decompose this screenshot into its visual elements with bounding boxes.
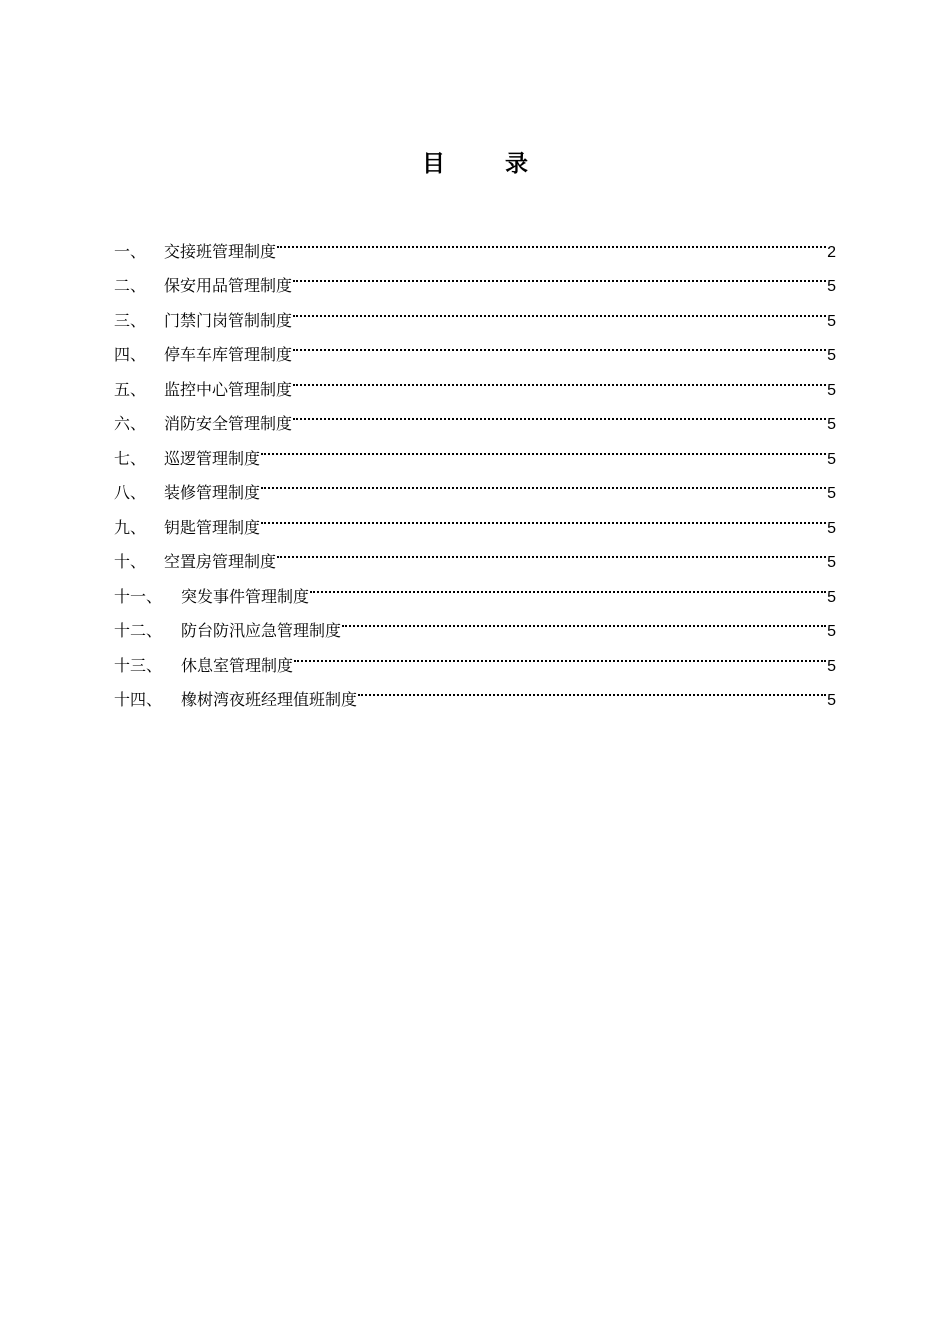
toc-entry-number: 十四、 — [114, 690, 163, 709]
toc-dot-leader — [293, 291, 826, 326]
toc-entry-page: 5 — [827, 588, 836, 606]
toc-entry-page: 2 — [827, 243, 836, 261]
toc-entry-number: 十三、 — [114, 655, 163, 675]
toc-entry-number: 八、 — [114, 483, 147, 502]
toc-entry-title: 空置房管理制度 — [164, 552, 277, 571]
toc-entry-page: 5 — [827, 692, 836, 709]
toc-entry-number: 三、 — [114, 310, 147, 330]
toc-entry-title: 消防安全管理制度 — [164, 414, 293, 433]
toc-entry-number: 五、 — [114, 379, 147, 399]
toc-entry-number: 十一、 — [114, 586, 163, 606]
toc-entry-page: 5 — [827, 347, 836, 364]
table-of-contents — [114, 222, 836, 709]
toc-entry-number: 十二、 — [114, 621, 163, 640]
toc-entry-title: 停车车库管理制度 — [164, 345, 293, 364]
toc-entry-number: 六、 — [114, 414, 147, 433]
toc-entry-page: 5 — [827, 450, 836, 468]
toc-entry-title: 交接班管理制度 — [164, 241, 277, 261]
toc-entry-number: 十、 — [114, 552, 147, 571]
toc-entry-title: 休息室管理制度 — [181, 655, 294, 675]
toc-dot-leader — [293, 257, 826, 292]
toc-dot-leader — [342, 602, 826, 637]
toc-entry-page: 5 — [827, 623, 836, 640]
toc-dot-leader — [358, 671, 826, 706]
toc-dot-leader — [294, 636, 826, 671]
toc-entry-title: 门禁门岗管制制度 — [164, 310, 293, 330]
toc-entry-page: 5 — [827, 312, 836, 330]
toc-entry-title: 巡逻管理制度 — [164, 448, 261, 468]
toc-dot-leader — [293, 360, 826, 395]
toc-entry-number: 九、 — [114, 517, 147, 537]
toc-entry[interactable] — [114, 222, 836, 261]
toc-entry-title: 监控中心管理制度 — [164, 379, 293, 399]
toc-dot-leader — [277, 533, 826, 568]
toc-entry-page: 5 — [827, 416, 836, 433]
toc-dot-leader — [277, 222, 826, 257]
toc-entry-title: 钥匙管理制度 — [164, 517, 261, 537]
toc-entry-number: 一、 — [114, 241, 147, 261]
toc-entry-page: 5 — [827, 519, 836, 537]
toc-dot-leader — [293, 326, 826, 361]
toc-dot-leader — [293, 395, 826, 430]
toc-entry-page: 5 — [827, 381, 836, 399]
toc-entry-title: 保安用品管理制度 — [164, 276, 293, 295]
toc-dot-leader — [261, 464, 826, 499]
toc-dot-leader — [261, 498, 826, 533]
toc-entry-page: 5 — [827, 485, 836, 502]
toc-entry-number: 七、 — [114, 448, 147, 468]
page-title: 目 录 — [421, 151, 554, 177]
toc-dot-leader — [261, 429, 826, 464]
toc-entry-title: 橡树湾夜班经理值班制度 — [181, 690, 358, 709]
toc-entry-title: 防台防汛应急管理制度 — [181, 621, 342, 640]
toc-entry-page: 5 — [827, 554, 836, 571]
toc-entry-title: 突发事件管理制度 — [181, 586, 310, 606]
toc-entry-page: 5 — [827, 657, 836, 675]
toc-dot-leader — [310, 567, 826, 602]
toc-entry-number: 二、 — [114, 276, 147, 295]
toc-entry-number: 四、 — [114, 345, 147, 364]
toc-entry-page: 5 — [827, 278, 836, 295]
toc-entry-title: 装修管理制度 — [164, 483, 261, 502]
